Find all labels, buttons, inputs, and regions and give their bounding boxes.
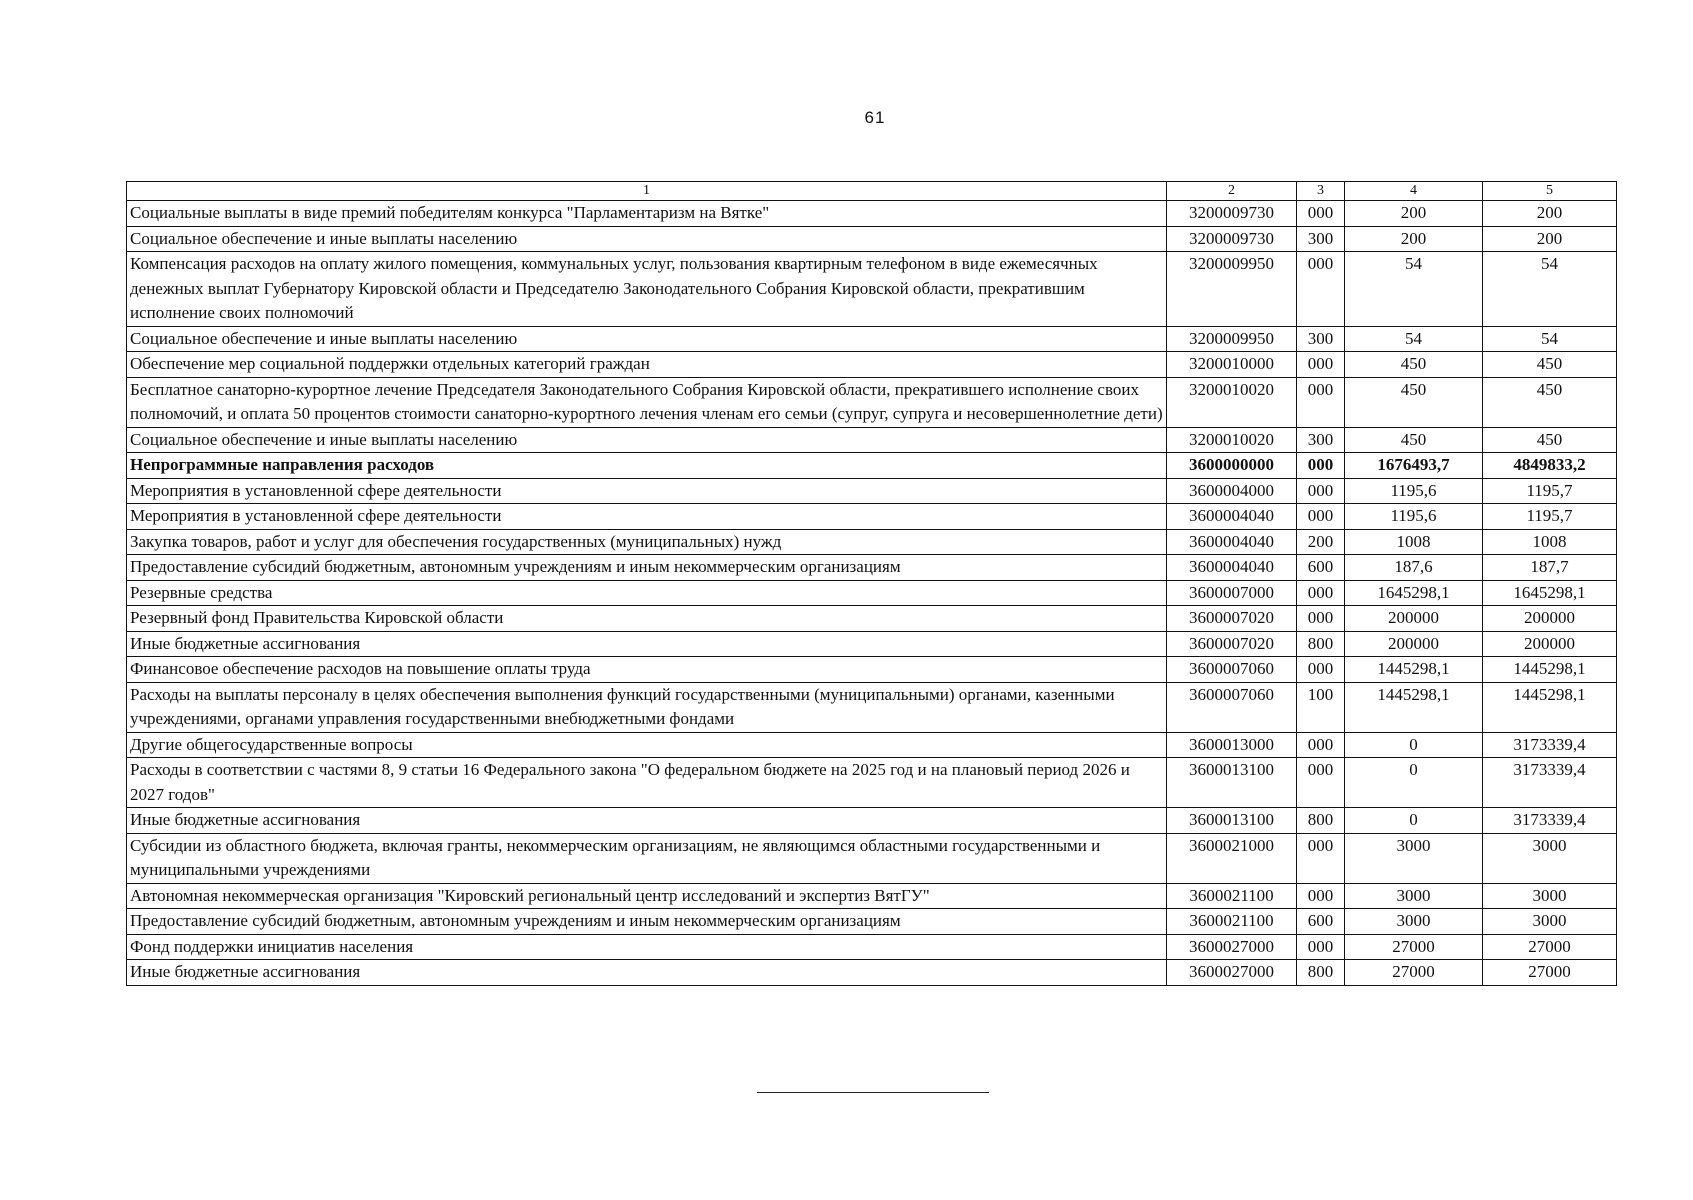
target-article-code-cell: 3200010020 (1167, 427, 1297, 453)
expense-name-cell: Социальное обеспечение и иные выплаты населению (127, 226, 1167, 252)
amount-cell: 1195,7 (1483, 504, 1617, 530)
column-header: 1 (127, 182, 1167, 201)
table-row (127, 201, 1617, 227)
target-article-code-cell: 3200009950 (1167, 252, 1297, 327)
amount-cell: 450 (1345, 427, 1483, 453)
amount-cell: 27000 (1345, 960, 1483, 986)
table-row (127, 529, 1617, 555)
column-header: 2 (1167, 182, 1297, 201)
expense-type-code-cell: 000 (1297, 833, 1345, 883)
expense-type-code-cell: 000 (1297, 478, 1345, 504)
target-article-code-cell: 3600007060 (1167, 657, 1297, 683)
table-row (127, 352, 1617, 378)
amount-cell: 3000 (1345, 883, 1483, 909)
expense-name-cell: Фонд поддержки инициатив населения (127, 934, 1167, 960)
amount-cell: 187,7 (1483, 555, 1617, 581)
expense-type-code-cell: 300 (1297, 427, 1345, 453)
amount-cell: 450 (1483, 352, 1617, 378)
amount-cell: 1676493,7 (1345, 453, 1483, 479)
target-article-code-cell: 3600004040 (1167, 555, 1297, 581)
expense-name-cell: Другие общегосударственные вопросы (127, 732, 1167, 758)
amount-cell: 1008 (1483, 529, 1617, 555)
expense-type-code-cell: 300 (1297, 226, 1345, 252)
budget-table (126, 181, 1617, 986)
amount-cell: 0 (1345, 732, 1483, 758)
table-row (127, 883, 1617, 909)
expense-name-cell: Непрограммные направления расходов (127, 453, 1167, 479)
amount-cell: 27000 (1483, 934, 1617, 960)
table-row (127, 909, 1617, 935)
amount-cell: 1445298,1 (1483, 657, 1617, 683)
expense-type-code-cell: 800 (1297, 960, 1345, 986)
amount-cell: 1445298,1 (1345, 682, 1483, 732)
expense-name-cell: Финансовое обеспечение расходов на повышение оплаты труда (127, 657, 1167, 683)
table-row (127, 478, 1617, 504)
expense-name-cell: Социальное обеспечение и иные выплаты населению (127, 326, 1167, 352)
expense-type-code-cell: 600 (1297, 555, 1345, 581)
amount-cell: 1008 (1345, 529, 1483, 555)
table-row (127, 833, 1617, 883)
amount-cell: 0 (1345, 808, 1483, 834)
expense-name-cell: Социальное обеспечение и иные выплаты населению (127, 427, 1167, 453)
amount-cell: 200000 (1483, 631, 1617, 657)
table-row (127, 631, 1617, 657)
amount-cell: 1445298,1 (1345, 657, 1483, 683)
table-row (127, 758, 1617, 808)
expense-name-cell: Иные бюджетные ассигнования (127, 960, 1167, 986)
amount-cell: 54 (1483, 326, 1617, 352)
amount-cell: 27000 (1345, 934, 1483, 960)
expense-type-code-cell: 000 (1297, 252, 1345, 327)
table-row (127, 326, 1617, 352)
amount-cell: 1195,6 (1345, 478, 1483, 504)
target-article-code-cell: 3600021100 (1167, 909, 1297, 935)
table-row (127, 657, 1617, 683)
amount-cell: 0 (1345, 758, 1483, 808)
amount-cell: 3173339,4 (1483, 732, 1617, 758)
expense-type-code-cell: 000 (1297, 453, 1345, 479)
target-article-code-cell: 3600007020 (1167, 631, 1297, 657)
table-row (127, 226, 1617, 252)
target-article-code-cell: 3600004040 (1167, 504, 1297, 530)
expense-name-cell: Компенсация расходов на оплату жилого помещения, коммунальных услуг, пользования квартирным телефоном в виде ежемесячных денежных выплат Губернатору Кировской области и Председателю Законодательного Собрания Кировской области, прекратившим исполнение своих полномочий (127, 252, 1167, 327)
expense-name-cell: Обеспечение мер социальной поддержки отдельных категорий граждан (127, 352, 1167, 378)
expense-type-code-cell: 000 (1297, 504, 1345, 530)
column-header: 4 (1345, 182, 1483, 201)
table-row (127, 934, 1617, 960)
expense-name-cell: Расходы на выплаты персоналу в целях обеспечения выполнения функций государственными (муниципальными) органами, казенными учреждениями, органами управления государственными внебюджетными фондами (127, 682, 1167, 732)
target-article-code-cell: 3600007020 (1167, 606, 1297, 632)
amount-cell: 450 (1483, 377, 1617, 427)
expense-type-code-cell: 000 (1297, 732, 1345, 758)
expense-name-cell: Предоставление субсидий бюджетным, автономным учреждениям и иным некоммерческим организациям (127, 909, 1167, 935)
target-article-code-cell: 3600004040 (1167, 529, 1297, 555)
expense-type-code-cell: 000 (1297, 352, 1345, 378)
expense-type-code-cell: 200 (1297, 529, 1345, 555)
amount-cell: 3000 (1483, 833, 1617, 883)
amount-cell: 27000 (1483, 960, 1617, 986)
table-row (127, 682, 1617, 732)
target-article-code-cell: 3600013000 (1167, 732, 1297, 758)
expense-type-code-cell: 000 (1297, 934, 1345, 960)
table-row (127, 504, 1617, 530)
column-header: 3 (1297, 182, 1345, 201)
amount-cell: 3000 (1345, 833, 1483, 883)
target-article-code-cell: 3600004000 (1167, 478, 1297, 504)
target-article-code-cell: 3200009730 (1167, 201, 1297, 227)
expense-name-cell: Бесплатное санаторно-курортное лечение Председателя Законодательного Собрания Кировской области, прекратившего исполнение своих полномочий, и оплата 50 процентов стоимости санаторно-курортного лечения членам его семьи (супруг, супруга и несовершеннолетние дети) (127, 377, 1167, 427)
target-article-code-cell: 3600021000 (1167, 833, 1297, 883)
target-article-code-cell: 3600021100 (1167, 883, 1297, 909)
expense-name-cell: Иные бюджетные ассигнования (127, 808, 1167, 834)
expense-type-code-cell: 000 (1297, 758, 1345, 808)
table-row (127, 808, 1617, 834)
amount-cell: 1195,7 (1483, 478, 1617, 504)
page-number: 61 (864, 108, 886, 127)
amount-cell: 1645298,1 (1345, 580, 1483, 606)
amount-cell: 200 (1345, 226, 1483, 252)
amount-cell: 450 (1345, 377, 1483, 427)
target-article-code-cell: 3200009950 (1167, 326, 1297, 352)
expense-name-cell: Резервные средства (127, 580, 1167, 606)
expense-type-code-cell: 000 (1297, 606, 1345, 632)
table-body (127, 201, 1617, 986)
amount-cell: 1445298,1 (1483, 682, 1617, 732)
amount-cell: 54 (1483, 252, 1617, 327)
amount-cell: 3173339,4 (1483, 758, 1617, 808)
amount-cell: 450 (1483, 427, 1617, 453)
expense-name-cell: Мероприятия в установленной сфере деятельности (127, 504, 1167, 530)
target-article-code-cell: 3600027000 (1167, 934, 1297, 960)
amount-cell: 3000 (1483, 909, 1617, 935)
target-article-code-cell: 3600027000 (1167, 960, 1297, 986)
expense-type-code-cell: 300 (1297, 326, 1345, 352)
expense-name-cell: Иные бюджетные ассигнования (127, 631, 1167, 657)
target-article-code-cell: 3200010020 (1167, 377, 1297, 427)
amount-cell: 4849833,2 (1483, 453, 1617, 479)
amount-cell: 200 (1483, 226, 1617, 252)
amount-cell: 200000 (1345, 631, 1483, 657)
expense-type-code-cell: 000 (1297, 201, 1345, 227)
table-row (127, 580, 1617, 606)
expense-name-cell: Автономная некоммерческая организация "Кировский региональный центр исследований и экспертиз ВятГУ" (127, 883, 1167, 909)
amount-cell: 3000 (1345, 909, 1483, 935)
target-article-code-cell: 3200010000 (1167, 352, 1297, 378)
expense-name-cell: Закупка товаров, работ и услуг для обеспечения государственных (муниципальных) нужд (127, 529, 1167, 555)
expense-type-code-cell: 600 (1297, 909, 1345, 935)
target-article-code-cell: 3600007000 (1167, 580, 1297, 606)
amount-cell: 200 (1483, 201, 1617, 227)
amount-cell: 54 (1345, 326, 1483, 352)
target-article-code-cell: 3600013100 (1167, 758, 1297, 808)
amount-cell: 54 (1345, 252, 1483, 327)
table-row (127, 377, 1617, 427)
expense-type-code-cell: 800 (1297, 631, 1345, 657)
expense-name-cell: Расходы в соответствии с частями 8, 9 статьи 16 Федерального закона "О федеральном бюджете на 2025 год и на плановый период 2026 и 2027 годов" (127, 758, 1167, 808)
expense-name-cell: Предоставление субсидий бюджетным, автономным учреждениям и иным некоммерческим организациям (127, 555, 1167, 581)
amount-cell: 3173339,4 (1483, 808, 1617, 834)
expense-name-cell: Субсидии из областного бюджета, включая гранты, некоммерческим организациям, не являющимся областными государственными и муниципальными учреждениями (127, 833, 1167, 883)
expense-name-cell: Мероприятия в установленной сфере деятельности (127, 478, 1167, 504)
amount-cell: 200 (1345, 201, 1483, 227)
expense-type-code-cell: 000 (1297, 377, 1345, 427)
expense-name-cell: Социальные выплаты в виде премий победителям конкурса "Парламентаризм на Вятке" (127, 201, 1167, 227)
expense-type-code-cell: 000 (1297, 883, 1345, 909)
footer-divider (757, 1092, 989, 1093)
table-row (127, 732, 1617, 758)
table-row (127, 427, 1617, 453)
expense-type-code-cell: 000 (1297, 580, 1345, 606)
amount-cell: 1195,6 (1345, 504, 1483, 530)
column-header: 5 (1483, 182, 1617, 201)
table-row (127, 606, 1617, 632)
table-row (127, 555, 1617, 581)
expense-name-cell: Резервный фонд Правительства Кировской области (127, 606, 1167, 632)
expense-type-code-cell: 100 (1297, 682, 1345, 732)
amount-cell: 187,6 (1345, 555, 1483, 581)
amount-cell: 3000 (1483, 883, 1617, 909)
table-row (127, 252, 1617, 327)
target-article-code-cell: 3600007060 (1167, 682, 1297, 732)
table-row (127, 453, 1617, 479)
amount-cell: 450 (1345, 352, 1483, 378)
table-row (127, 960, 1617, 986)
amount-cell: 200000 (1483, 606, 1617, 632)
table-header-row (127, 182, 1617, 201)
expense-type-code-cell: 000 (1297, 657, 1345, 683)
expense-type-code-cell: 800 (1297, 808, 1345, 834)
target-article-code-cell: 3600000000 (1167, 453, 1297, 479)
target-article-code-cell: 3600013100 (1167, 808, 1297, 834)
amount-cell: 1645298,1 (1483, 580, 1617, 606)
target-article-code-cell: 3200009730 (1167, 226, 1297, 252)
amount-cell: 200000 (1345, 606, 1483, 632)
